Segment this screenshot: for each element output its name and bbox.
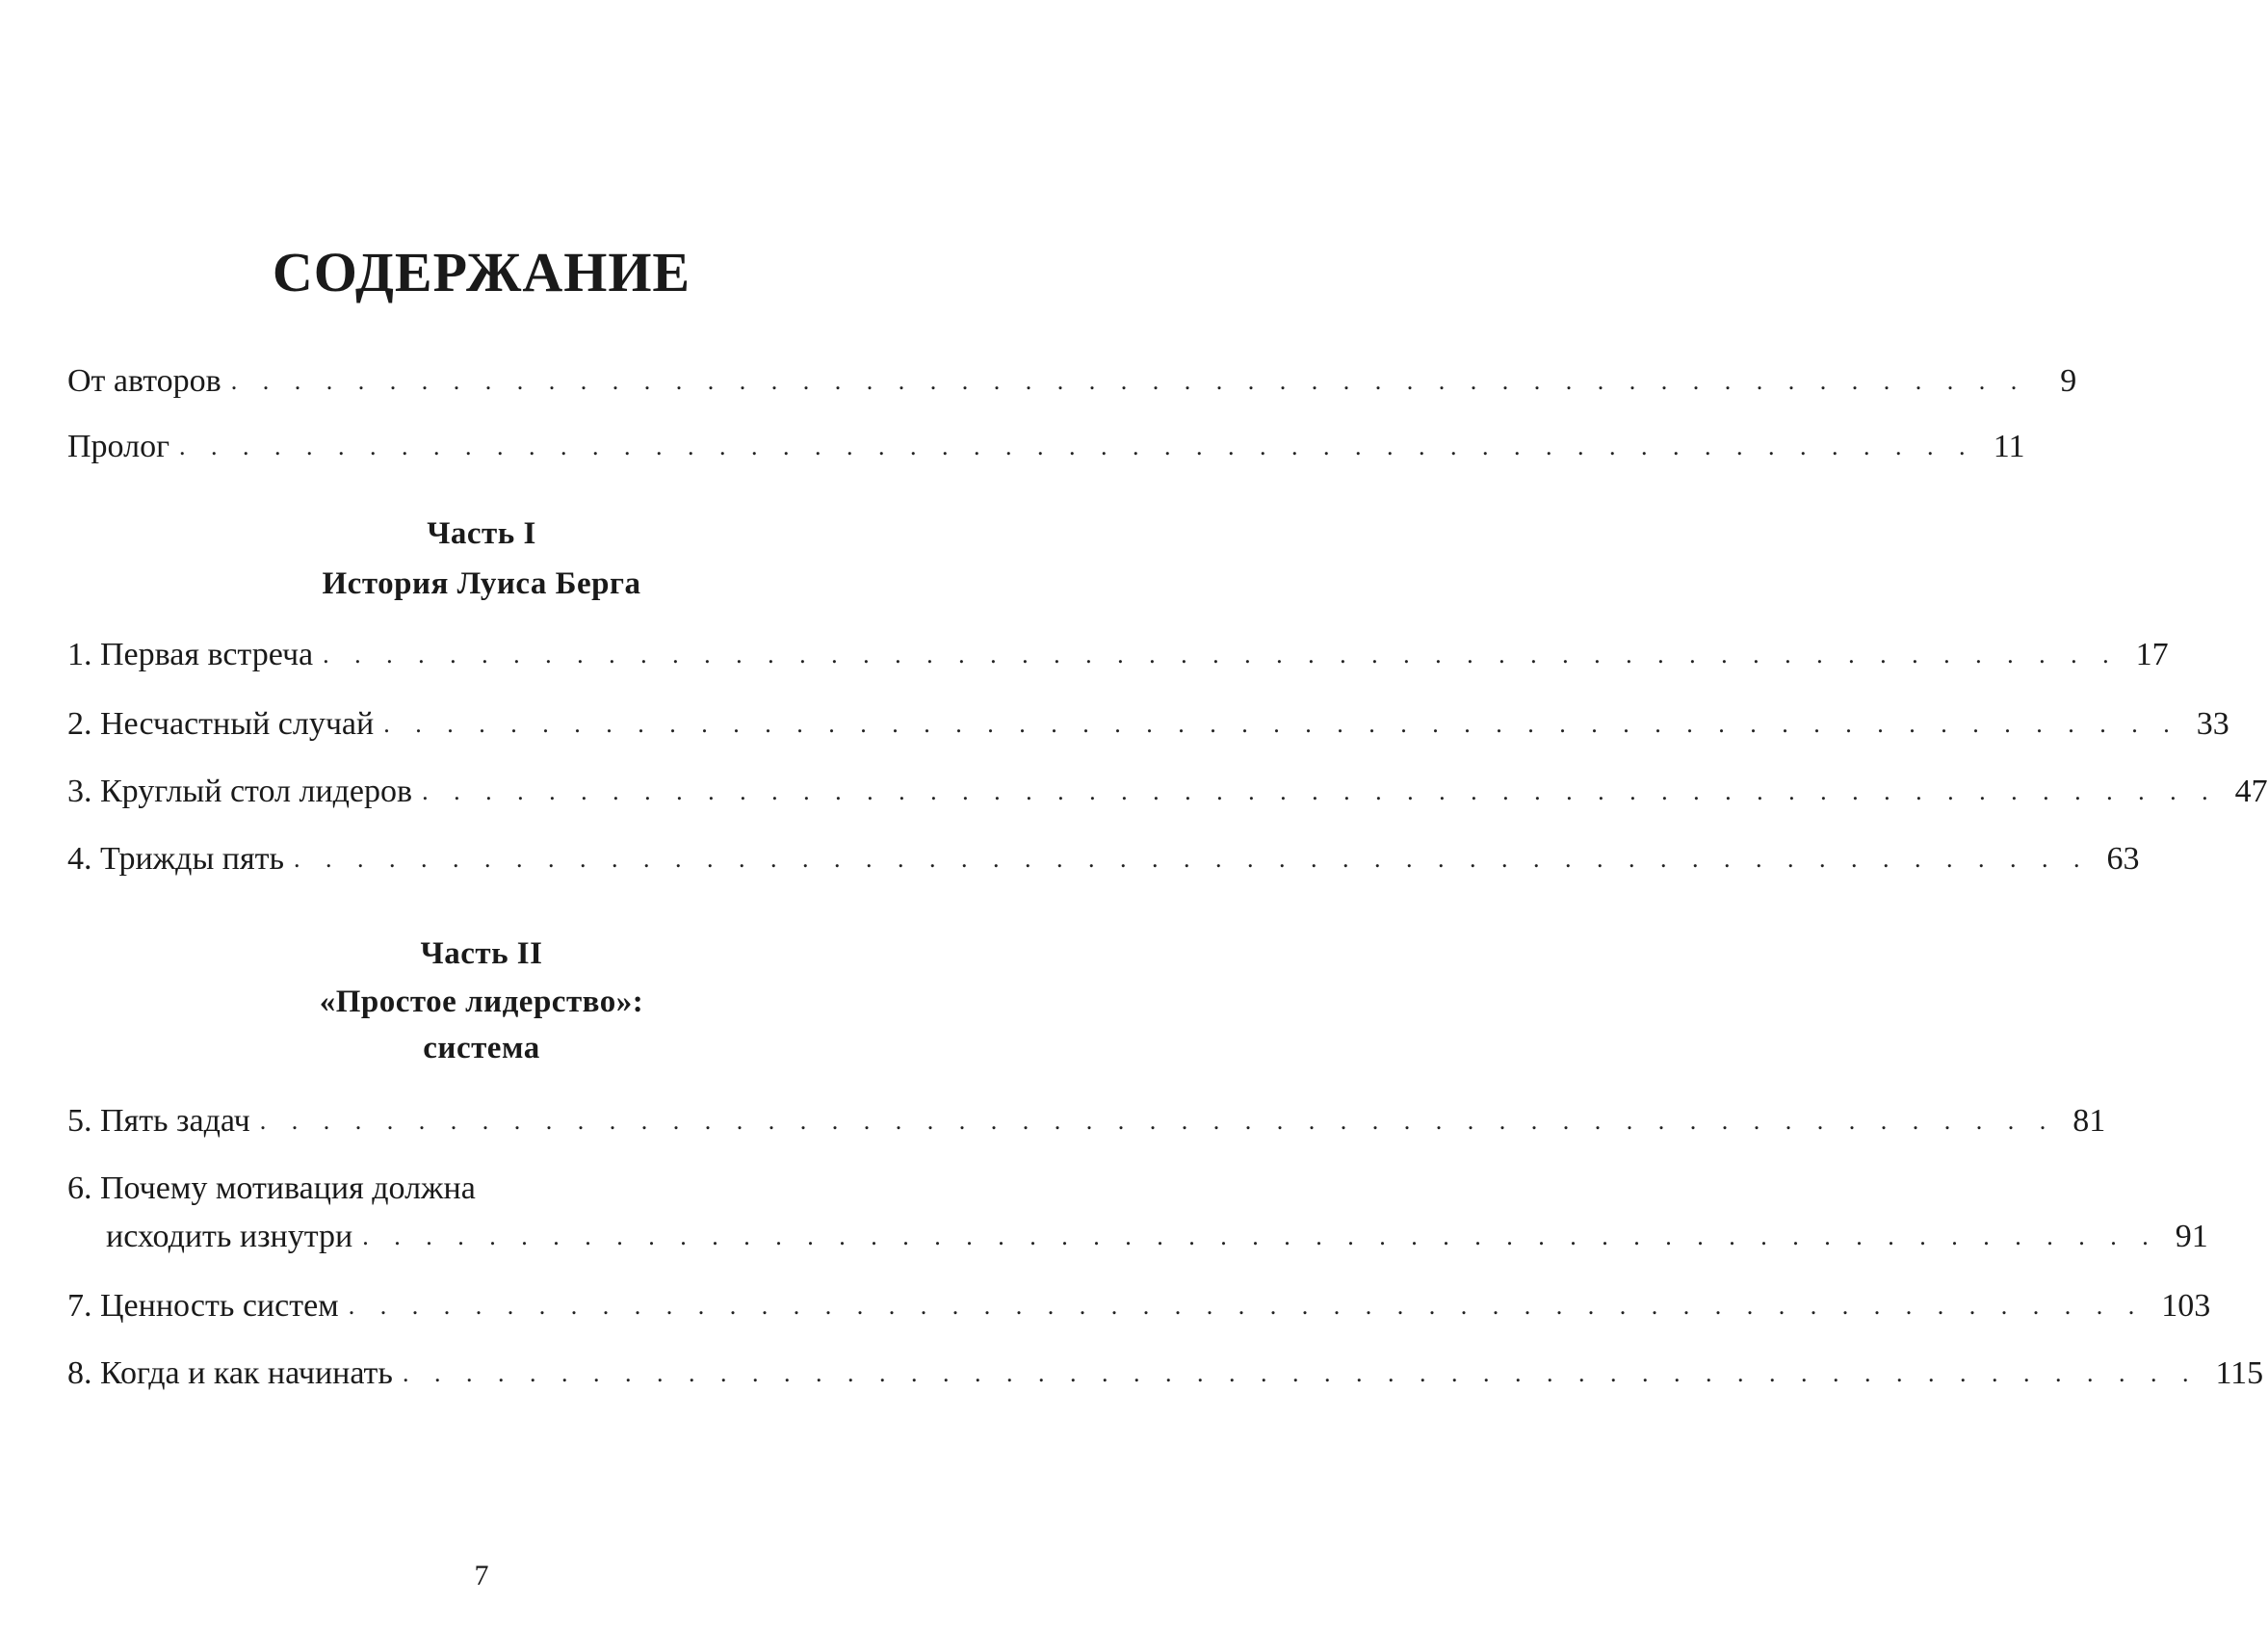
- toc-entry-chapter-3[interactable]: [67, 771, 2268, 813]
- part1-subtitle: История Луиса Берга: [322, 566, 641, 601]
- toc-entry-page: 11: [1993, 429, 2025, 464]
- toc-entry-label: 5. Пять задач: [67, 1103, 250, 1139]
- toc-entry-label: 7. Ценность систем: [67, 1288, 339, 1324]
- toc-entry-page: 115: [2215, 1355, 2264, 1391]
- toc-entry-chapter-5[interactable]: [67, 1100, 2106, 1143]
- toc-entry-chapter-1[interactable]: [67, 634, 2169, 676]
- toc-entry-page: 103: [2161, 1288, 2211, 1324]
- toc-entry-chapter-8[interactable]: [67, 1353, 2264, 1395]
- toc-entry-label: 4. Трижды пять: [67, 841, 285, 877]
- dot-leader: . . . . . . . . . . . . . . . . . . . . . . . . . . . . . . . . . . . . . . . . . . . . . . . . . . . . . . . . .: [402, 1359, 2199, 1387]
- dot-leader: . . . . . . . . . . . . . . . . . . . . . . . . . . . . . . . . . . . . . . . . . . . . . . . . . . . . . . . . .: [362, 1222, 2158, 1250]
- part2-heading: Часть II: [420, 936, 543, 971]
- page-number: 7: [474, 1560, 489, 1591]
- toc-entry-page: 17: [2135, 637, 2169, 672]
- toc-entry-page: 47: [2234, 774, 2268, 809]
- dot-leader: . . . . . . . . . . . . . . . . . . . . . . . . . . . . . . . . . . . . . . . . . . . . . . . . . . . . . . . . .: [348, 1292, 2145, 1320]
- toc-entry-prologue[interactable]: [67, 426, 2025, 468]
- toc-entry-page: 81: [2072, 1103, 2106, 1139]
- dot-leader: . . . . . . . . . . . . . . . . . . . . . . . . . . . . . . . . . . . . . . . . . . . . . . . . . . . . . . . . .: [179, 433, 1975, 460]
- toc-entry-page: 63: [2106, 841, 2140, 877]
- toc-entry-label: От авторов: [67, 363, 222, 399]
- toc-entry-label: 8. Когда и как начинать: [67, 1355, 393, 1391]
- dot-leader: . . . . . . . . . . . . . . . . . . . . . . . . . . . . . . . . . . . . . . . . . . . . . . . . . . . . . . . . .: [294, 845, 2090, 873]
- toc-entry-label: Пролог: [67, 429, 170, 464]
- part2-subtitle-line2: система: [423, 1031, 540, 1065]
- toc-entry-chapter-7[interactable]: [67, 1285, 2211, 1327]
- part1-heading: Часть I: [427, 516, 536, 551]
- toc-entry-from-authors[interactable]: [67, 360, 2077, 403]
- toc-entry-page: 33: [2196, 706, 2229, 742]
- toc-entry-chapter-2[interactable]: [67, 703, 2229, 746]
- dot-leader: . . . . . . . . . . . . . . . . . . . . . . . . . . . . . . . . . . . . . . . . . . . . . . . . . . . . . . . . .: [230, 367, 2027, 395]
- toc-entry-label: исходить изнутри: [106, 1219, 353, 1254]
- dot-leader: . . . . . . . . . . . . . . . . . . . . . . . . . . . . . . . . . . . . . . . . . . . . . . . . . . . . . . . . .: [323, 641, 2119, 669]
- toc-entry-chapter-6-line1[interactable]: 6. Почему мотивация должна: [67, 1170, 476, 1206]
- dot-leader: . . . . . . . . . . . . . . . . . . . . . . . . . . . . . . . . . . . . . . . . . . . . . . . . . . . . . . . . .: [259, 1107, 2056, 1135]
- part2-subtitle-line1: «Простое лидерство»:: [319, 985, 644, 1019]
- toc-entry-page: 91: [2175, 1219, 2208, 1254]
- page-title: СОДЕРЖАНИЕ: [272, 241, 691, 303]
- dot-leader: . . . . . . . . . . . . . . . . . . . . . . . . . . . . . . . . . . . . . . . . . . . . . . . . . . . . . . . . .: [383, 710, 2179, 738]
- toc-entry-label: 3. Круглый стол лидеров: [67, 774, 413, 809]
- toc-entry-chapter-4[interactable]: [67, 838, 2140, 880]
- dot-leader: . . . . . . . . . . . . . . . . . . . . . . . . . . . . . . . . . . . . . . . . . . . . . . . . . . . . . . . . .: [422, 777, 2218, 805]
- toc-entry-chapter-6[interactable]: [106, 1216, 2208, 1258]
- toc-entry-label: 2. Несчастный случай: [67, 706, 375, 742]
- toc-entry-page: 9: [2060, 363, 2077, 399]
- toc-entry-label: 1. Первая встреча: [67, 637, 314, 672]
